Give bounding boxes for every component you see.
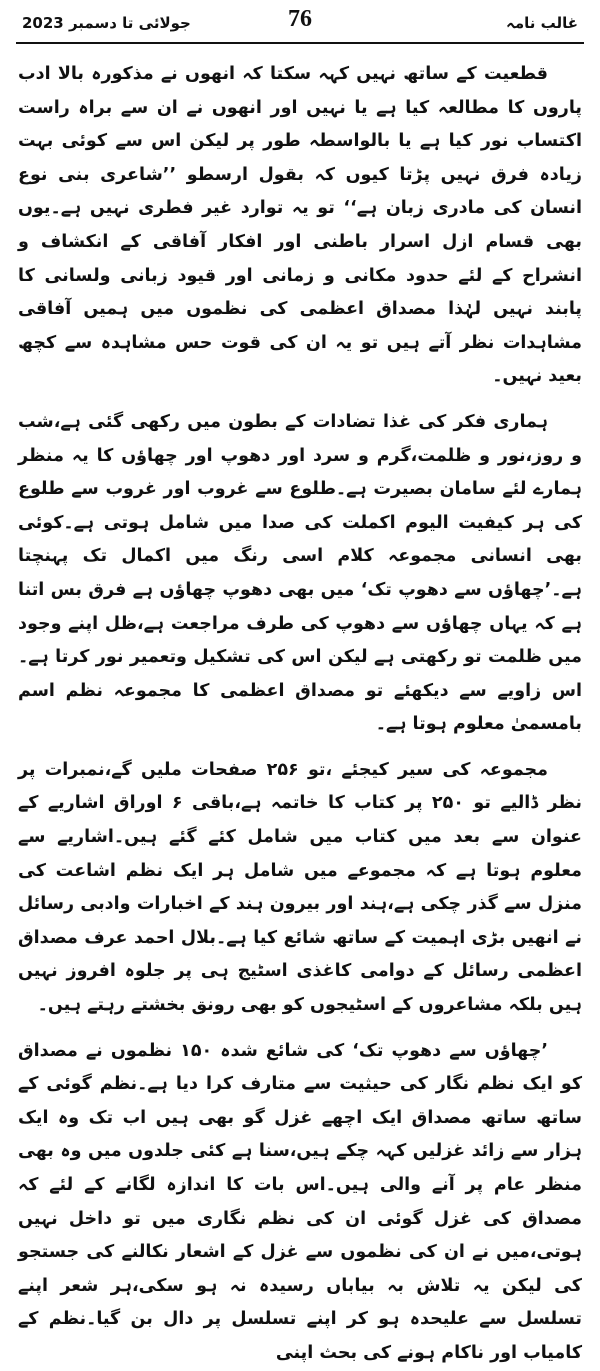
paragraph: ہماری فکر کی غذا تضادات کے بطون میں رکھی گئی ہے،شب و روز،نور و ظلمت،گرم و سرد اور دھوپ اور چھاؤں کا یہ منظر ہمارے لئے سامان بصیرت ہے۔طلوع سے غروب اور غروب سے طلوع کی ہر کیفیت الیوم اکملت کی صدا میں شامل ہوتی ہے۔کوئی بھی انسانی مجموعہ کلام اسی رنگ میں اکمال تک پہنچتا ہے۔’چھاؤں سے دھوپ تک‘ میں بھی دھوپ چھاؤں ہے فرق بس اتنا ہے کہ یہاں چھاؤں سے دھوپ کی طرف مراجعت ہے،ظل اپنے وجود میں ظلمت تو رکھتی ہے لیکن اس کی تشکیل وتعمیر نور کرتا ہے۔اس زاویے سے دیکھئے تو مصداق اعظمی کا مجموعہ نظم اسم بامسمیٰ معلوم ہوتا ہے۔ (18, 411, 582, 735)
issue-date: جولائی تا دسمبر 2023 (22, 14, 191, 32)
header-rule (16, 42, 584, 44)
paragraph: مجموعہ کی سیر کیجئے ،تو ۲۵۶ صفحات ملیں گے،نمبرات پر نظر ڈالیے تو ۲۵۰ پر کتاب کا خاتمہ ہے،باقی ۶ اوراق اشاریے کے عنوان سے بعد میں کتاب میں شامل کئے گئے ہیں۔اشاریے سے معلوم ہوتا ہے کہ مجموعے میں شامل ہر ایک نظم اشاعت کی منزل سے گذر چکی ہے،ہند اور بیرون ہند کے اخبارات وادبی رسائل نے انھیں بڑی اہمیت کے ساتھ شائع کیا ہے۔بلال احمد عرف مصداق اعظمی رسائل کے دوامی کاغذی اسٹیج ہی پر جلوہ افروز نہیں ہیں بلکہ مشاعروں کے اسٹیجوں کو بھی رونق بخشتے رہتے ہیں۔ (18, 759, 582, 1016)
article-body (18, 58, 582, 1363)
paragraph: ’چھاؤں سے دھوپ تک‘ کی شائع شدہ ۱۵۰ نظموں نے مصداق کو ایک نظم نگار کی حیثیت سے متارف کرا دیا ہے۔نظم گوئی کے ساتھ ساتھ مصداق ایک اچھے غزل گو بھی ہیں اب تک وہ ایک ہزار سے زائد غزلیں کہہ چکے ہیں،سنا ہے کئی جلدوں میں وہ بھی منظر عام پر آنے والی ہیں۔اس بات کا اندازہ لگانے کے لئے کہ مصداق کی غزل گوئی ان کی نظم نگاری میں تو داخل نہیں ہوتی،میں نے ان کی نظموں سے غزل کے اشعار نکالنے کی جستجو کی لیکن یہ تلاش بہ بیاباں رسیدہ نہ ہو سکی،ہر شعر اپنے تسلسل سے علیحدہ ہو کر اپنے تسلسل پر دال بن گیا۔نظم کے کامیاب اور ناکام ہونے کی بحث اپنی (18, 1040, 582, 1363)
page-header (22, 6, 578, 40)
page-number: 76 (288, 6, 312, 32)
paragraph: قطعیت کے ساتھ نہیں کہہ سکتا کہ انھوں نے مذکورہ بالا ادب پاروں کا مطالعہ کیا ہے یا نہیں اور انھوں نے ان سے براہ راست اکتساب نور کیا ہے یا بالواسطہ طور پر لیکن اس سے کوئی بہت زیادہ فرق نہیں پڑتا کیوں کہ بقول ارسطو ’’شاعری بنی نوع انسان کی مادری زبان ہے‘‘ تو یہ توارد غیر فطری نہیں ہے۔یوں بھی قسام ازل اسرار باطنی اور افکار آفاقی کے انکشاف و انشراح کے لئے حدود مکانی و زمانی اور قیود زبانی ولسانی کا پابند نہیں لہٰذا مصداق اعظمی کی نظموں میں ہمیں آفاقی مشاہدات نظر آتے ہیں تو یہ ان کی قوت حس مشاہدہ سے کچھ بعید نہیں۔ (18, 64, 582, 387)
journal-title: غالب نامہ (506, 14, 578, 32)
